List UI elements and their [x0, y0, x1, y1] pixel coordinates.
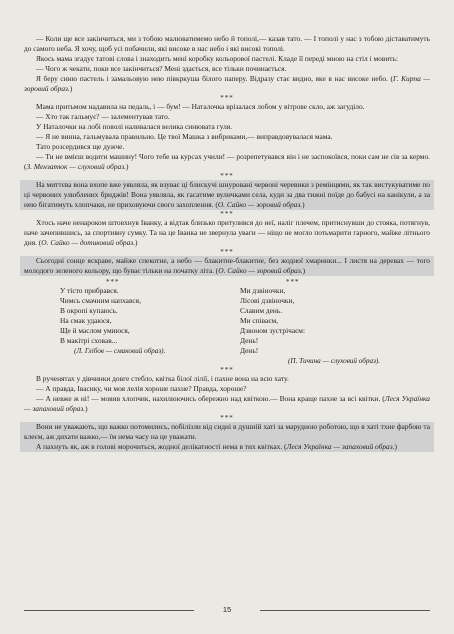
page-footer	[24, 604, 430, 616]
excerpt-kyrpa	[24, 34, 430, 94]
paragraph-text: — А невже ж ні! — мовив хлопчик, нахилюючись обережно над квіткою.— Вона краще пахне за всі квітки. (	[36, 394, 385, 403]
excerpt-lesia-lily	[24, 374, 430, 414]
section-separator: ***	[220, 414, 234, 422]
poem-line: Лісові дзвіночки,	[240, 296, 295, 305]
poem-line: Ще й маслом умиюся,	[60, 326, 130, 335]
poem-line: Дзвоном зустрічаєм:	[240, 326, 306, 335]
page-number: 15	[222, 605, 232, 614]
paragraph: — Я не винна, гальмувала правильно. Це твої Машка з вибриками,— виправдовувалася мама.	[36, 132, 333, 141]
poem-line: Ми дзвіночки,	[240, 286, 286, 295]
poem-line: Чимсь смачним напхався,	[60, 296, 141, 305]
poems-row	[24, 278, 430, 366]
paragraph-text: Хтось наче ненароком штовхнув Іванку, а відтак близько притулився до неї, наліг плечем, притиснувши до стояка, потягнув, наче зачепившись, за спортивну сумку. Та на це Іванка не звернула уваги — ніщо не могло потьмарити гарного, майже літнього дня. (	[24, 218, 430, 247]
paragraph-text: Сьогодні сонце яскраве, майже спекотне, а небо — блакитне-блакитне, без жодної хмаринки... І листя на деревах — того молодого зеленого кольору, що буває тільки на початку літа. (	[24, 256, 430, 275]
paragraph-text: — Ти не вмієш водити машину! Чого тебе на курсах учили! — розрепетувався він і не заспокоївся, поки сам не сів за кермо. (	[24, 152, 430, 171]
paragraph: На миттєва вона вхопе вже уявляла, як взуває ці блискучі шнуровані червоні черевики з ремінцями, як так вистукуватиме по ці червоних улюблених бриджів! Вона уявляла, як гасатиме вуличками села, куди за два тижні поїде до бабусі на канікули, а за нею бігатимуть хлопчаки, не приховуючи свого захоплення. (О. Сайко — зоровий образ.)	[24, 180, 430, 209]
excerpt-saiko-sky	[20, 256, 434, 276]
poem-glibov	[60, 278, 230, 366]
section-separator: ***	[106, 278, 120, 286]
paragraph: Хтось наче ненароком штовхнув Іванку, а відтак близько притулився до неї, наліг плечем, притиснувши до стояка, потягнув, наче зачепившись, за спортивну сумку. Та на це Іванка не звернула уваги — ніщо не могло потьмарити гарного, майже літнього дня. (О. Сайко — дотиковий образ.)	[24, 218, 430, 247]
poem-tychyna	[240, 278, 410, 366]
paragraph: — Чого ж чекати, поки все закінчиться? Мені здається, все тільки починається.	[36, 64, 287, 73]
poem-line: Славим день.	[240, 306, 283, 315]
source-attribution: Леся Українка — запаховий образ.	[286, 442, 395, 451]
section-separator: ***	[220, 366, 234, 374]
poem-line: На смак удаюся,	[60, 316, 112, 325]
paragraph: Вони не уважають, що важко потомились, побілізли від сидні в душній хаті за марудною роботою, що в хаті тхне фарбою та клеєм, аж дихати важко,— їм нема часу на це уважати.	[24, 422, 430, 441]
excerpt-saiko-visual	[20, 180, 434, 210]
section-separator: ***	[220, 172, 234, 180]
poem-line: В макітрі сховав...	[60, 336, 118, 345]
source-attribution: З. Мензатюк — слуховий образ.	[26, 162, 126, 171]
paragraph: Тато розсердився ще дужче.	[36, 142, 125, 151]
excerpt-lesia-flowers	[20, 422, 434, 452]
source-attribution: О. Сайко — дотиковий образ.	[41, 238, 136, 247]
paragraph: Мама притьмом надавила на педаль, і — бум! — Наталочка врізалася лобом у вітрове скло, аж загуділо.	[36, 102, 365, 111]
paragraph: Сьогодні сонце яскраве, майже спекотне, а небо — блакитне-блакитне, без жодної хмаринки... І листя на деревах — того молодого зеленого кольору, що буває тільки на початку літа. (О. Сайко — зоровий образ.)	[24, 256, 430, 275]
source-attribution: О. Сайко — зоровий образ.	[218, 266, 303, 275]
paragraph: — А правда, Івасику, чи моя лелія хороше пахне? Правда, хороше?	[36, 384, 247, 393]
paragraph: — Хто так гальмує? — залементував тато.	[36, 112, 170, 121]
paragraph: Я беру синю пастель і замальовую нею півкркуша білого паперу. Відразу стає видно, яке в нас високе небо. (Г. Кирпа — зоровий образ.)	[24, 74, 430, 93]
paragraph-text: Я беру синю пастель і замальовую нею півкркуша білого паперу. Відразу стає видно, яке в нас високе небо. (	[36, 74, 393, 83]
section-separator: ***	[220, 94, 234, 102]
paragraph: А пахнуть як, аж в голові морочиться, жодної делікатності нема в тих квітках. (Леся Українка — запаховий образ.)	[36, 442, 397, 451]
poem-line: В окропі купаюсь.	[60, 306, 118, 315]
paragraph: — Коли ще все закінчиться, ми з тобою малюватимемо небо й тополі,— казав тато. — І тополі у нас з тобою діставатимуть до самого неба. Я хочу, щоб усі побачили, які високе в нас небо і які високі тополі.	[24, 34, 430, 53]
paragraph-text: А пахнуть як, аж в голові морочиться, жодної делікатності нема в тих квітках. (	[36, 442, 287, 451]
source-attribution: Г. Кирпа — зоровий образ.	[24, 74, 430, 93]
poem-line: Ми співаєм,	[240, 316, 279, 325]
excerpt-saiko-tactile	[24, 218, 430, 248]
section-separator: ***	[286, 278, 300, 286]
source-attribution: Леся Українка — запаховий образ.	[24, 394, 430, 413]
source-attribution: (П. Тичина — слуховий образ).	[288, 357, 381, 365]
poem-line: День!	[240, 336, 259, 345]
excerpt-menzatiuk	[24, 102, 430, 172]
source-attribution: (Л. Глібов — смаковий образ).	[74, 347, 166, 355]
section-separator: ***	[220, 210, 234, 218]
poem-line: День!	[240, 346, 259, 355]
section-separator: ***	[220, 248, 234, 256]
poem-line: У тісто прибрався.	[60, 286, 119, 295]
source-attribution: О. Сайко — зоровий образ.	[217, 200, 303, 209]
footer-rule-right	[260, 610, 430, 611]
paragraph-text: На миттєва вона вхопе вже уявляла, як взуває ці блискучі шнуровані червоні черевики з ремінцями, як так вистукуватиме по ці червоних улюблених бриджів! Вона уявляла, як гасатиме вуличками села, куди за два тижні поїде до бабусі на канікули, а за нею бігатимуть хлопчаки, не приховуючи свого захоплення. (	[24, 180, 430, 209]
paragraph: Якось мама згадує татові слова і знаходить мені коробку кольорової пастелі. Кладе її переді мною на стіл і мовить:	[36, 54, 398, 63]
paragraph: — Ти не вмієш водити машину! Чого тебе на курсах учили! — розрепетувався він і не заспокоївся, поки сам не сів за кермо. (З. Мензатюк — слуховий образ.)	[24, 152, 430, 171]
paragraph: В рученятах у дівчинки довге стебло, квітка білої лілії, і пахне вона на всю хату.	[36, 374, 289, 383]
paragraph: У Наталочки на лобі поволі наливалася велика синювата гуля.	[36, 122, 233, 131]
paragraph: — А невже ж ні! — мовив хлопчик, нахилюючись обережно над квіткою.— Вона краще пахне за всі квітки. (Леся Українка — запаховий образ.)	[24, 394, 430, 413]
